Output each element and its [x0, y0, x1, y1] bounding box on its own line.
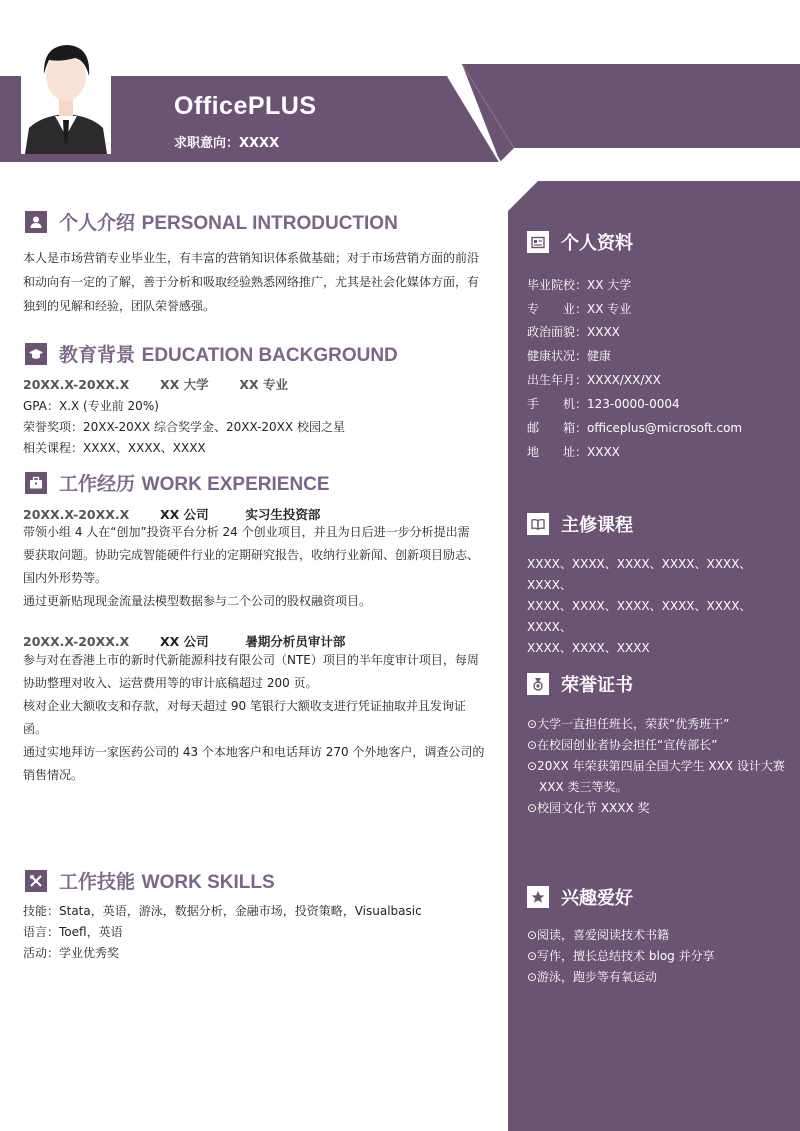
profile-birth: 出生年月：XXXX/XX/XX	[527, 373, 661, 387]
intro-text: 本人是市场营销专业毕业生，有丰富的营销知识体系做基础；对于市场营销方面的前沿 和动向有一定的了解，善于分析和吸取经验熟悉网络推广，尤其是社会化媒体方面，有 独到的见解和经验，团队荣誉感强。	[23, 251, 480, 313]
education-courses: 相关课程：XXXX、XXXX、XXXX	[23, 441, 206, 455]
profile-politics: 政治面貌：XXXX	[527, 325, 620, 339]
education-section-header	[25, 340, 398, 367]
medal-icon	[527, 673, 549, 695]
job-intention: 求职意向：XXXX	[174, 136, 280, 151]
honors-section-header	[527, 671, 633, 697]
work-title-en: WORK EXPERIENCE	[141, 474, 330, 495]
education-gpa: GPA：X.X (专业前 20%)	[23, 399, 159, 413]
honor-item: ⊙大学一直担任班长，荣获“优秀班干”	[527, 717, 730, 731]
hobby-item: ⊙游泳，跑步等有氧运动	[527, 970, 658, 984]
briefcase-icon	[25, 472, 47, 494]
work-section-header	[25, 469, 330, 496]
education-date: 20XX.X-20XX.X	[23, 377, 130, 392]
honor-item: ⊙在校园创业者协会担任“宣传部长”	[527, 738, 718, 752]
honor-item: ⊙20XX 年荣获第四届全国大学生 XXX 设计大赛 XXX 类三等奖。	[527, 759, 785, 794]
person-icon	[25, 211, 47, 233]
education-title-cn: 教育背景	[59, 344, 136, 366]
education-school: XX 大学	[160, 377, 209, 392]
education-row	[23, 375, 288, 393]
honors-title: 荣誉证书	[561, 675, 633, 696]
skills-line-2: 语言：Toefl，英语	[23, 925, 123, 939]
graduation-cap-icon	[25, 343, 47, 365]
profile-health: 健康状况：健康	[527, 349, 612, 363]
job-2-company: XX 公司	[160, 634, 209, 649]
courses-section-header	[527, 511, 633, 537]
intro-title-en: PERSONAL INTRODUCTION	[141, 213, 398, 234]
job-2-date: 20XX.X-20XX.X	[23, 634, 130, 649]
education-major: XX 专业	[239, 377, 288, 392]
skills-line-1: 技能：Stata，英语，游泳，数据分析，金融市场，投资策略，Visualbasic	[23, 904, 422, 918]
profile-title: 个人资料	[561, 233, 633, 254]
header-banner	[0, 0, 800, 170]
hobbies-title: 兴趣爱好	[561, 888, 633, 909]
profile-major: 专 业：XX 专业	[527, 302, 632, 316]
honor-item: ⊙校园文化节 XXXX 奖	[527, 801, 650, 815]
skills-line-3: 活动：学业优秀奖	[23, 946, 120, 960]
star-icon	[527, 886, 549, 908]
profile-section-header	[527, 229, 633, 255]
skills-title-cn: 工作技能	[59, 871, 136, 893]
hobbies-section-header	[527, 884, 633, 910]
profile-phone: 手 机：123-0000-0004	[527, 397, 680, 411]
tools-icon	[25, 870, 47, 892]
job-2-row	[23, 632, 345, 650]
skills-section-header	[25, 867, 275, 894]
job-2-description: 参与对在香港上市的新时代新能源科技有限公司（NTE）项目的半年度审计项目，每周 协助整理对收入、运营费用等的审计底稿超过 200 页。 核对企业大额收支和存款，对每天超过 90 笔银行大额收支进行凭证抽取并且发询证函。 通过实地拜访一家医药公司的 43 个本地客户和电话拜访 270 个外地客户，调查公司的 销售情况。	[23, 653, 485, 782]
job-1-date: 20XX.X-20XX.X	[23, 507, 130, 522]
education-title-en: EDUCATION BACKGROUND	[141, 345, 398, 366]
job-1-company: XX 公司	[160, 507, 209, 522]
hobby-item: ⊙阅读，喜爱阅读技术书籍	[527, 928, 670, 942]
profile-school: 毕业院校：XX 大学	[527, 278, 632, 292]
job-1-description: 带领小组 4 人在“创加”投资平台分析 24 个创业项目，并且为日后进一步分析提出需 要获取问题。协助完成智能硬件行业的定期研究报告，收纳行业新闻、创新项目励志、 国内外形势等。 通过更新贴现现金流量法模型数据参与二个公司的股权融资项目。	[23, 525, 480, 608]
hobby-item: ⊙写作，擅长总结技术 blog 并分享	[527, 949, 715, 963]
education-awards: 荣誉奖项：20XX-20XX 综合奖学金、20XX-20XX 校园之星	[23, 420, 345, 434]
courses-list: XXXX、XXXX、XXXX、XXXX、XXXX、XXXX、 XXXX、XXXX、XXXX、XXXX、XXXX、XXXX、 XXXX、XXXX、XXXX	[527, 557, 752, 655]
profile-address: 地 址：XXXX	[527, 445, 620, 459]
book-icon	[527, 513, 549, 535]
job-2-position: 暑期分析员审计部	[245, 634, 346, 649]
work-title-cn: 工作经历	[59, 473, 136, 495]
intro-section-header	[25, 208, 398, 235]
skills-title-en: WORK SKILLS	[141, 872, 275, 893]
avatar	[21, 36, 111, 154]
intro-title-cn: 个人介绍	[59, 212, 136, 234]
profile-email: 邮 箱：officeplus@microsoft.com	[527, 421, 743, 435]
courses-title: 主修课程	[561, 515, 633, 536]
candidate-name: OfficePLUS	[174, 92, 317, 120]
id-card-icon	[527, 231, 549, 253]
job-1-position: 实习生投资部	[245, 507, 321, 522]
